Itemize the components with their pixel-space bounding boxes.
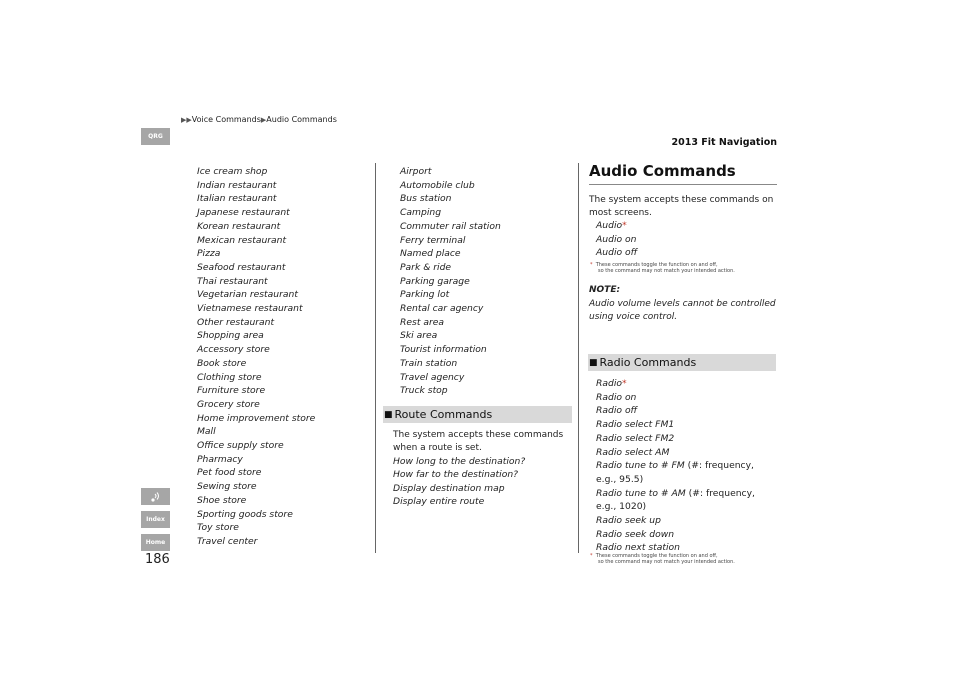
list-item: Radio select FM2 xyxy=(596,432,675,444)
list-item: How long to the destination? xyxy=(393,456,526,467)
audio-footnote: * These commands toggle the function on and off, so the command may not match your intended action. xyxy=(590,262,735,275)
list-item: Parking garage xyxy=(400,275,470,287)
list-item: Radio tune to # FM (#: frequency, e.g., 95.5) xyxy=(596,460,754,485)
list-item: Audio* xyxy=(596,220,627,231)
list-item: Seafood restaurant xyxy=(197,261,286,273)
list-item: Vietnamese restaurant xyxy=(197,303,303,315)
list-item: Camping xyxy=(400,207,442,219)
section-title: Radio Commands xyxy=(599,356,697,369)
list-item: Automobile club xyxy=(400,179,475,191)
list-item: Park & ride xyxy=(400,261,452,273)
list-item: Italian restaurant xyxy=(197,193,277,205)
list-item: Other restaurant xyxy=(197,316,275,328)
list-item: Tourist information xyxy=(400,344,487,356)
list-item: Korean restaurant xyxy=(197,220,281,232)
list-item: Grocery store xyxy=(197,398,260,410)
list-item: Rental car agency xyxy=(400,303,484,315)
list-item: Rest area xyxy=(400,316,445,328)
list-item: Sporting goods store xyxy=(197,508,293,520)
footnote-asterisk: * xyxy=(622,220,627,231)
home-tab[interactable]: Home xyxy=(141,534,170,551)
note-label: NOTE: xyxy=(589,285,621,295)
route-description: The system accepts these commands when a route is set. xyxy=(393,430,564,453)
header-title: 2013 Fit Navigation xyxy=(671,137,777,148)
breadcrumb-arrow-icon: ▶▶ xyxy=(181,116,192,124)
voice-command-icon xyxy=(150,491,162,503)
list-item: Toy store xyxy=(197,522,239,534)
list-item: Audio on xyxy=(596,233,637,245)
list-item: Radio tune to # AM (#: frequency, e.g., 1020) xyxy=(596,487,755,513)
column-divider xyxy=(375,163,376,553)
list-item: Radio select AM xyxy=(596,446,670,458)
list-item: Mexican restaurant xyxy=(197,234,287,246)
destination-category-list-1 xyxy=(197,165,315,549)
list-item: Radio off xyxy=(596,405,638,417)
list-item: Display destination map xyxy=(393,482,505,494)
list-item: Office supply store xyxy=(197,440,284,452)
list-item: Ski area xyxy=(400,330,438,342)
route-commands-heading xyxy=(383,406,572,423)
list-item: Commuter rail station xyxy=(400,220,501,232)
list-item: Home improvement store xyxy=(197,412,316,424)
list-item: Airport xyxy=(400,166,432,177)
list-item: Radio seek down xyxy=(596,528,675,540)
list-item: Mall xyxy=(197,426,216,438)
list-item: Bus station xyxy=(400,193,452,205)
list-item: Pharmacy xyxy=(197,453,243,465)
list-item: Clothing store xyxy=(197,371,262,383)
list-item: Ferry terminal xyxy=(400,234,466,246)
list-item: Shopping area xyxy=(197,330,264,342)
list-item: How far to the destination? xyxy=(393,469,519,481)
index-tab[interactable]: Index xyxy=(141,511,170,528)
footnote-asterisk: * xyxy=(622,378,627,389)
list-item: Furniture store xyxy=(197,385,266,397)
list-item: Indian restaurant xyxy=(197,179,277,191)
list-item: Radio seek up xyxy=(596,515,661,527)
list-item: Parking lot xyxy=(400,289,450,301)
list-item: Sewing store xyxy=(197,481,257,493)
list-item: Japanese restaurant xyxy=(197,207,290,219)
list-item: Thai restaurant xyxy=(197,275,268,287)
list-item: Radio select FM1 xyxy=(596,419,675,431)
section-title: Route Commands xyxy=(394,408,493,421)
title-rule xyxy=(589,184,777,185)
radio-commands-heading xyxy=(588,354,776,371)
radio-footnote: * These commands toggle the function on and off, so the command may not match your intended action. xyxy=(590,553,735,566)
list-item: Book store xyxy=(197,357,247,369)
destination-category-list-2 xyxy=(400,165,501,398)
column-divider xyxy=(578,163,579,553)
page-number: 186 xyxy=(145,552,170,567)
voice-command-tab[interactable] xyxy=(141,488,170,505)
route-command-list xyxy=(393,455,525,509)
list-item: Train station xyxy=(400,357,458,369)
list-item: Named place xyxy=(400,248,461,260)
audio-description: The system accepts these commands on most screens. xyxy=(589,195,774,218)
list-item: Truck stop xyxy=(400,385,448,397)
section-square-icon: ■ xyxy=(589,357,598,368)
list-item: Pet food store xyxy=(197,467,262,479)
list-item: Radio* xyxy=(596,378,627,389)
list-item: Accessory store xyxy=(197,344,270,356)
audio-command-list xyxy=(596,219,637,260)
section-square-icon: ■ xyxy=(384,409,393,420)
list-item: Pizza xyxy=(197,248,221,260)
breadcrumb-item[interactable]: Audio Commands xyxy=(266,115,337,124)
list-item: Ice cream shop xyxy=(197,166,268,177)
list-item: Travel agency xyxy=(400,371,465,383)
list-item: Radio next station xyxy=(596,542,680,554)
breadcrumb-arrow-icon: ▶ xyxy=(260,116,267,124)
qrg-tab[interactable]: QRG xyxy=(141,128,170,145)
page-title: Audio Commands xyxy=(589,162,736,180)
radio-command-list xyxy=(596,377,755,555)
list-item: Shoe store xyxy=(197,494,247,506)
list-item: Vegetarian restaurant xyxy=(197,289,298,301)
list-item: Radio on xyxy=(596,391,637,403)
list-item: Display entire route xyxy=(393,496,485,508)
note-text: Audio volume levels cannot be controlled using voice control. xyxy=(589,299,776,322)
list-item: Travel center xyxy=(197,535,258,547)
breadcrumb-item[interactable]: Voice Commands xyxy=(191,115,261,124)
list-item: Audio off xyxy=(596,247,638,259)
breadcrumb xyxy=(181,115,337,124)
